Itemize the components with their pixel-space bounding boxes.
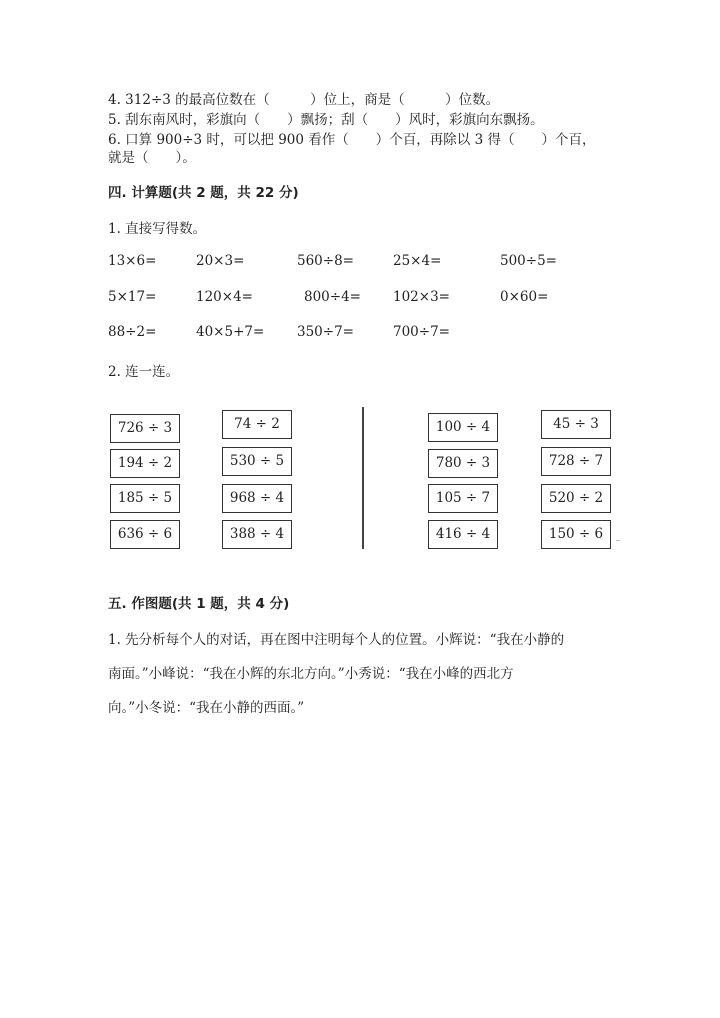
matching-box[interactable]: 520 ÷ 2 xyxy=(541,484,611,513)
matching-box[interactable]: 968 ÷ 4 xyxy=(222,484,292,513)
matching-box[interactable]: 74 ÷ 2 xyxy=(222,410,292,439)
matching-box[interactable]: 185 ÷ 5 xyxy=(110,484,180,513)
drawing-question-line-3: 向。”小冬说：“我在小静的西面。” xyxy=(108,700,305,716)
question-4: 4. 312÷3 的最高位数在（ ）位上，商是（ ）位数。 xyxy=(108,92,500,108)
question-6: 6. 口算 900÷3 时，可以把 900 看作（ ）个百，再除以 3 得（ ）个百， xyxy=(108,132,596,148)
matching-box[interactable]: 780 ÷ 3 xyxy=(428,449,498,478)
matching-box[interactable]: 388 ÷ 4 xyxy=(222,520,292,549)
calc-item: 40×5+7= xyxy=(196,324,265,340)
section-5-title: 五. 作图题(共 1 题，共 4 分) xyxy=(108,596,290,612)
drawing-question-line-2: 南面。”小峰说：“我在小辉的东北方向。”小秀说：“我在小峰的西北方 xyxy=(108,666,514,682)
question-2-label: 2. 连一连。 xyxy=(108,364,180,380)
calc-item: 120×4= xyxy=(196,289,253,305)
question-1-label: 1. 直接写得数。 xyxy=(108,221,207,237)
matching-box[interactable]: 530 ÷ 5 xyxy=(222,447,292,476)
question-6-continued: 就是（ ）。 xyxy=(108,150,196,166)
matching-box[interactable]: 636 ÷ 6 xyxy=(110,520,180,549)
matching-box[interactable]: 728 ÷ 7 xyxy=(541,447,611,476)
matching-divider xyxy=(362,407,364,549)
calc-item: 560÷8= xyxy=(297,253,354,269)
matching-box[interactable]: 416 ÷ 4 xyxy=(428,520,498,549)
calc-item: 800÷4= xyxy=(304,289,361,305)
matching-box[interactable]: 105 ÷ 7 xyxy=(428,484,498,513)
matching-box[interactable]: 150 ÷ 6 xyxy=(541,520,611,549)
calc-item: 88÷2= xyxy=(108,324,157,340)
stray-mark xyxy=(616,540,620,541)
matching-box[interactable]: 194 ÷ 2 xyxy=(110,449,180,478)
matching-box[interactable]: 45 ÷ 3 xyxy=(541,410,611,439)
calc-item: 700÷7= xyxy=(393,324,450,340)
matching-box[interactable]: 100 ÷ 4 xyxy=(428,413,498,442)
calc-item: 13×6= xyxy=(108,253,157,269)
calc-item: 0×60= xyxy=(500,289,549,305)
calc-item: 20×3= xyxy=(196,253,245,269)
calc-item: 350÷7= xyxy=(297,324,354,340)
calc-item: 102×3= xyxy=(393,289,450,305)
calc-item: 25×4= xyxy=(393,253,442,269)
section-4-title: 四. 计算题(共 2 题，共 22 分) xyxy=(108,185,299,201)
question-5: 5. 刮东南风时，彩旗向（ ）飘扬；刮（ ）风时，彩旗向东飘扬。 xyxy=(108,112,544,128)
drawing-question-line-1: 1. 先分析每个人的对话，再在图中注明每个人的位置。小辉说：“我在小静的 xyxy=(108,632,565,648)
calc-item: 500÷5= xyxy=(500,253,557,269)
calc-item: 5×17= xyxy=(108,289,157,305)
matching-box[interactable]: 726 ÷ 3 xyxy=(110,414,180,443)
